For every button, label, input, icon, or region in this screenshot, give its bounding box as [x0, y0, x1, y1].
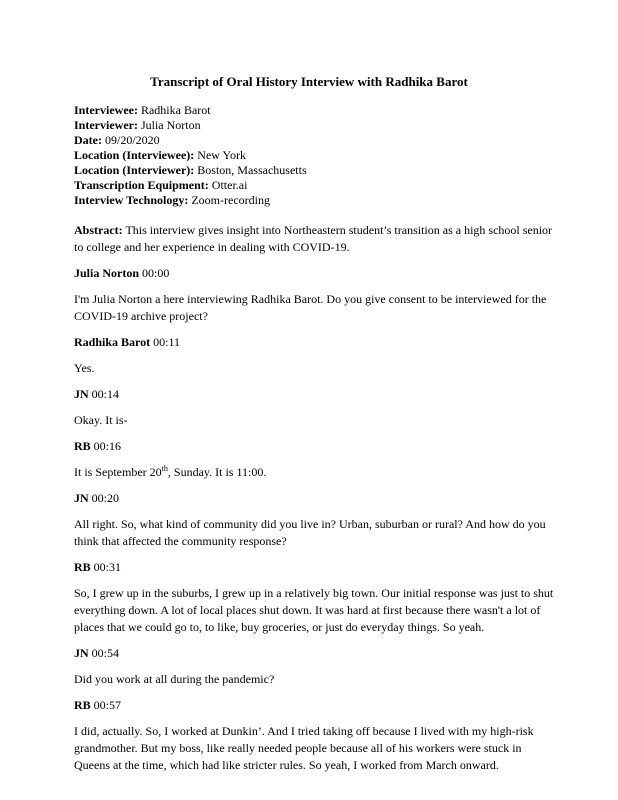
speaker-line: [74, 438, 559, 455]
meta-date: Date: 09/20/2020: [74, 133, 160, 147]
transcript-turn: [74, 645, 559, 688]
interview-metadata: [74, 103, 307, 208]
transcript-turn: [74, 559, 559, 636]
meta-interviewee: Interviewee: Radhika Barot: [74, 103, 211, 117]
timestamp: 00:57: [93, 698, 122, 712]
speaker-name: RB: [74, 439, 91, 453]
transcript-turn: [74, 490, 559, 550]
transcript-turn: [74, 265, 559, 325]
meta-transcription-equipment: Transcription Equipment: Otter.ai: [74, 178, 248, 192]
meta-interviewer: Interviewer: Julia Norton: [74, 118, 201, 132]
timestamp: 00:31: [93, 560, 122, 574]
timestamp: 00:14: [91, 387, 120, 401]
utterance: I'm Julia Norton a here interviewing Radhika Barot. Do you give consent to be interviewed for the COVID-19 archive project?: [74, 292, 547, 323]
timestamp: 00:11: [153, 335, 181, 349]
utterance: I did, actually. So, I worked at Dunkin’. And I tried taking off because I lived with my high-risk grandmother. But my boss, like really needed people because all of his workers were stuck in Queens at the time, which had like stricter rules. So yeah, I worked from March onward.: [74, 724, 534, 772]
timestamp: 00:16: [93, 439, 122, 453]
page-title: Transcript of Oral History Interview with Radhika Barot: [150, 74, 468, 89]
speaker-line: [74, 334, 559, 351]
timestamp: 00:20: [91, 491, 120, 505]
speaker-line: [74, 697, 559, 714]
speaker-name: RB: [74, 560, 91, 574]
meta-interview-technology: Interview Technology: Zoom-recording: [74, 193, 270, 207]
timestamp: 00:00: [142, 266, 170, 280]
meta-location-interviewer: Location (Interviewer): Boston, Massachusetts: [74, 163, 307, 177]
meta-location-interviewee: Location (Interviewee): New York: [74, 148, 246, 162]
speaker-name: JN: [74, 387, 89, 401]
transcript-turn: [74, 386, 559, 429]
utterance: It is September 20th, Sunday. It is 11:00.: [74, 464, 267, 479]
speaker-line: [74, 559, 559, 576]
speaker-name: Julia Norton: [74, 266, 140, 280]
speaker-name: JN: [74, 646, 89, 660]
speaker-name: JN: [74, 491, 89, 505]
speaker-line: [74, 490, 559, 507]
abstract: [74, 222, 554, 256]
transcript-turn: [74, 697, 559, 774]
utterance: All right. So, what kind of community did you live in? Urban, suburban or rural? And how do you think that affected the community response?: [74, 517, 546, 548]
utterance: So, I grew up in the suburbs, I grew up in a relatively big town. Our initial response was just to shut everything down. A lot of local places shut down. It was hard at first because there wasn't a lot of places that we could go to, to like, buy groceries, or just do everyday things. So yeah.: [74, 586, 554, 634]
abstract-text: This interview gives insight into Northeastern student’s transition as a high school senior to college and her experience in dealing with COVID-19.: [74, 223, 553, 254]
speaker-line: [74, 645, 559, 662]
speaker-line: [74, 265, 559, 282]
utterance: Yes.: [74, 361, 95, 375]
abstract-label: Abstract:: [74, 223, 123, 237]
speaker-line: [74, 386, 559, 403]
timestamp: 00:54: [91, 646, 120, 660]
utterance: Okay. It is-: [74, 413, 128, 427]
speaker-name: RB: [74, 698, 91, 712]
transcript: [74, 265, 559, 783]
transcript-turn: [74, 334, 559, 377]
transcript-turn: [74, 438, 559, 481]
utterance: Did you work at all during the pandemic?: [74, 672, 275, 686]
speaker-name: Radhika Barot: [74, 335, 151, 349]
